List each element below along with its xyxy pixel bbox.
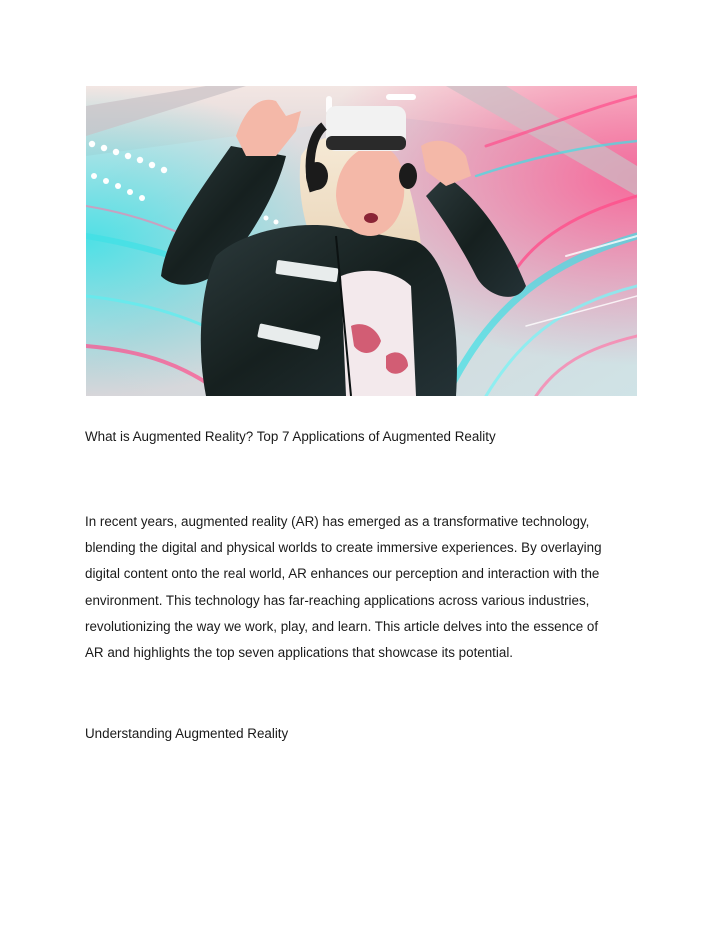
article-title: What is Augmented Reality? Top 7 Applications of Augmented Reality (85, 429, 496, 444)
intro-line: environment. This technology has far-reaching applications across various industries, (85, 592, 590, 608)
intro-line: digital content onto the real world, AR enhances our perception and interaction with the (85, 566, 600, 582)
section-heading: Understanding Augmented Reality (85, 726, 289, 741)
hero-image (86, 86, 637, 396)
intro-paragraph (85, 509, 655, 666)
intro-line: revolutionizing the way we work, play, and learn. This article delves into the essence of (85, 618, 599, 634)
intro-line: In recent years, augmented reality (AR) has emerged as a transformative technology, (85, 514, 590, 529)
intro-line: blending the digital and physical worlds to create immersive experiences. By overlaying (85, 540, 602, 556)
intro-line: AR and highlights the top seven applications that showcase its potential. (85, 645, 514, 661)
